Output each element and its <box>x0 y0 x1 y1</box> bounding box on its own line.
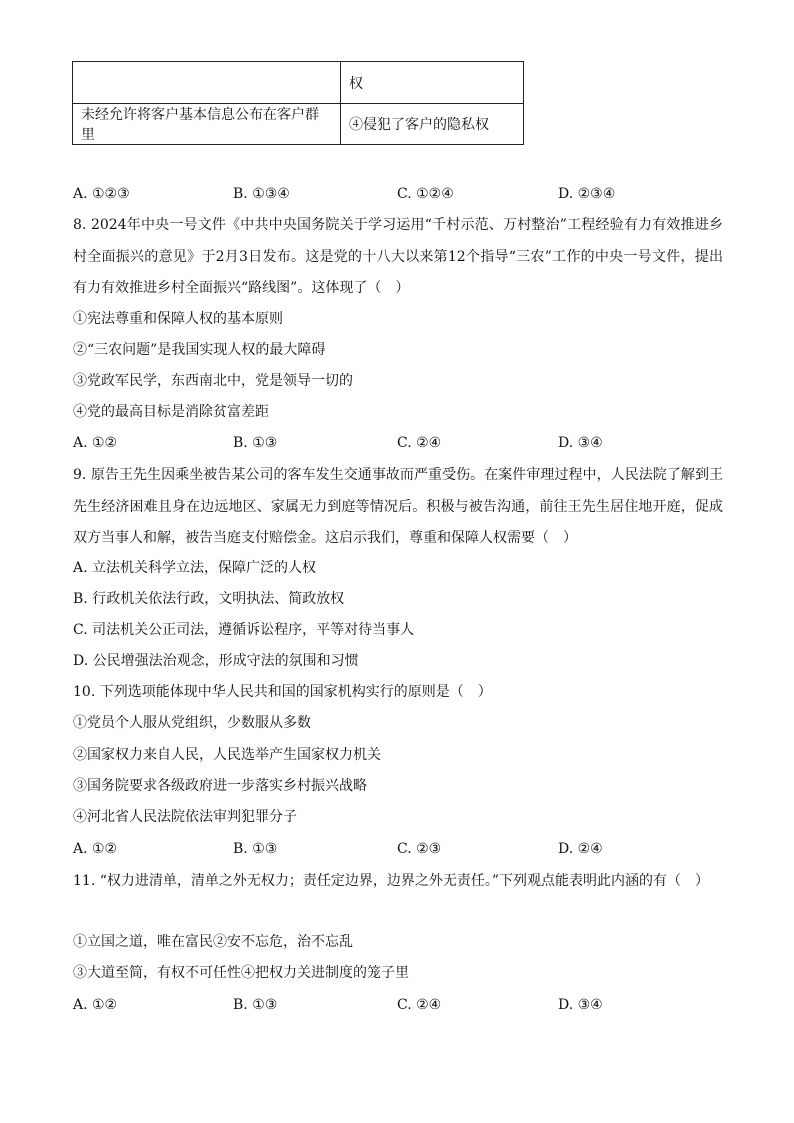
q10-options <box>73 839 733 859</box>
option-c[interactable]: C. ②④ <box>397 435 442 451</box>
option-a[interactable]: A. ①②③ <box>73 186 130 202</box>
option-d[interactable]: D. ③④ <box>558 997 603 1013</box>
option-b[interactable]: B. ①③ <box>233 997 278 1013</box>
table-cell: 权 <box>341 62 524 104</box>
q10-item-3: ③国务院要求各级政府进一步落实乡村振兴战略 <box>73 778 367 794</box>
table-row <box>73 62 524 104</box>
q11-item-1: ①立国之道，唯在富民②安不忘危，治不忘乱 <box>73 934 353 950</box>
table-row <box>73 104 524 145</box>
answer-table-fragment <box>72 61 524 145</box>
q11-stem: 11. “权力进清单，清单之外无权力；责任定边界，边界之外无责任。”下列观点能表明此内涵的有（ ） <box>73 873 710 889</box>
option-a[interactable]: A. ①② <box>73 435 118 451</box>
q9-option-b[interactable]: B. 行政机关依法行政，文明执法、简政放权 <box>73 591 345 607</box>
q9-option-a[interactable]: A. 立法机关科学立法，保障广泛的人权 <box>73 560 317 576</box>
option-c[interactable]: C. ②④ <box>397 997 442 1013</box>
q9-option-c[interactable]: C. 司法机关公正司法，遵循诉讼程序，平等对待当事人 <box>73 622 415 638</box>
q9-option-d[interactable]: D. 公民增强法治观念，形成守法的氛围和习惯 <box>73 653 359 669</box>
q8-stem: 8. 2024年中央一号文件《中共中央国务院关于学习运用“千村示范、万村整治”工程经验有力有效推进乡村全面振兴的意见》于2月3日发布。这是党的十八大以来第12个指导“三农”工作的中央一号文件，提出有力有效推进乡村全面振兴“路线图”。这体现了（ ） <box>73 217 723 296</box>
option-d[interactable]: D. ②④ <box>558 841 603 857</box>
table-cell: ④侵犯了客户的隐私权 <box>341 104 524 145</box>
q10-item-4: ④河北省人民法院依法审判犯罪分子 <box>73 809 297 825</box>
q10-item-2: ②国家权力来自人民，人民选举产生国家权力机关 <box>73 747 381 763</box>
table-cell: 未经允许将客户基本信息公布在客户群里 <box>73 104 341 145</box>
option-c[interactable]: C. ①②④ <box>397 186 454 202</box>
option-d[interactable]: D. ③④ <box>558 435 603 451</box>
q8-item-4: ④党的最高目标是消除贫富差距 <box>73 404 269 420</box>
option-a[interactable]: A. ①② <box>73 997 118 1013</box>
q8-item-1: ①宪法尊重和保障人权的基本原则 <box>73 311 283 327</box>
q8-item-3: ③党政军民学，东西南北中，党是领导一切的 <box>73 373 353 389</box>
q8-options <box>73 433 733 453</box>
option-b[interactable]: B. ①③ <box>233 841 278 857</box>
option-b[interactable]: B. ①③ <box>233 435 278 451</box>
option-a[interactable]: A. ①② <box>73 841 118 857</box>
q7-options <box>73 184 733 204</box>
q8-item-2: ②“三农问题”是我国实现人权的最大障碍 <box>73 342 326 358</box>
q10-item-1: ①党员个人服从党组织，少数服从多数 <box>73 715 311 731</box>
q11-item-2: ③大道至简，有权不可任性④把权力关进制度的笼子里 <box>73 965 409 981</box>
q11-options <box>73 995 733 1015</box>
q9-stem: 9. 原告王先生因乘坐被告某公司的客车发生交通事故而严重受伤。在案件审理过程中，人民法院了解到王先生经济困难且身在边远地区、家属无力到庭等情况后。积极与被告沟通，前往王先生居住地开庭，促成双方当事人和解，被告当庭支付赔偿金。这启示我们，尊重和保障人权需要（ ） <box>73 467 723 546</box>
table-cell <box>73 62 341 104</box>
option-d[interactable]: D. ②③④ <box>558 186 616 202</box>
option-c[interactable]: C. ②③ <box>397 841 442 857</box>
option-b[interactable]: B. ①③④ <box>233 186 290 202</box>
q10-stem: 10. 下列选项能体现中华人民共和国的国家机构实行的原则是（ ） <box>73 684 492 700</box>
